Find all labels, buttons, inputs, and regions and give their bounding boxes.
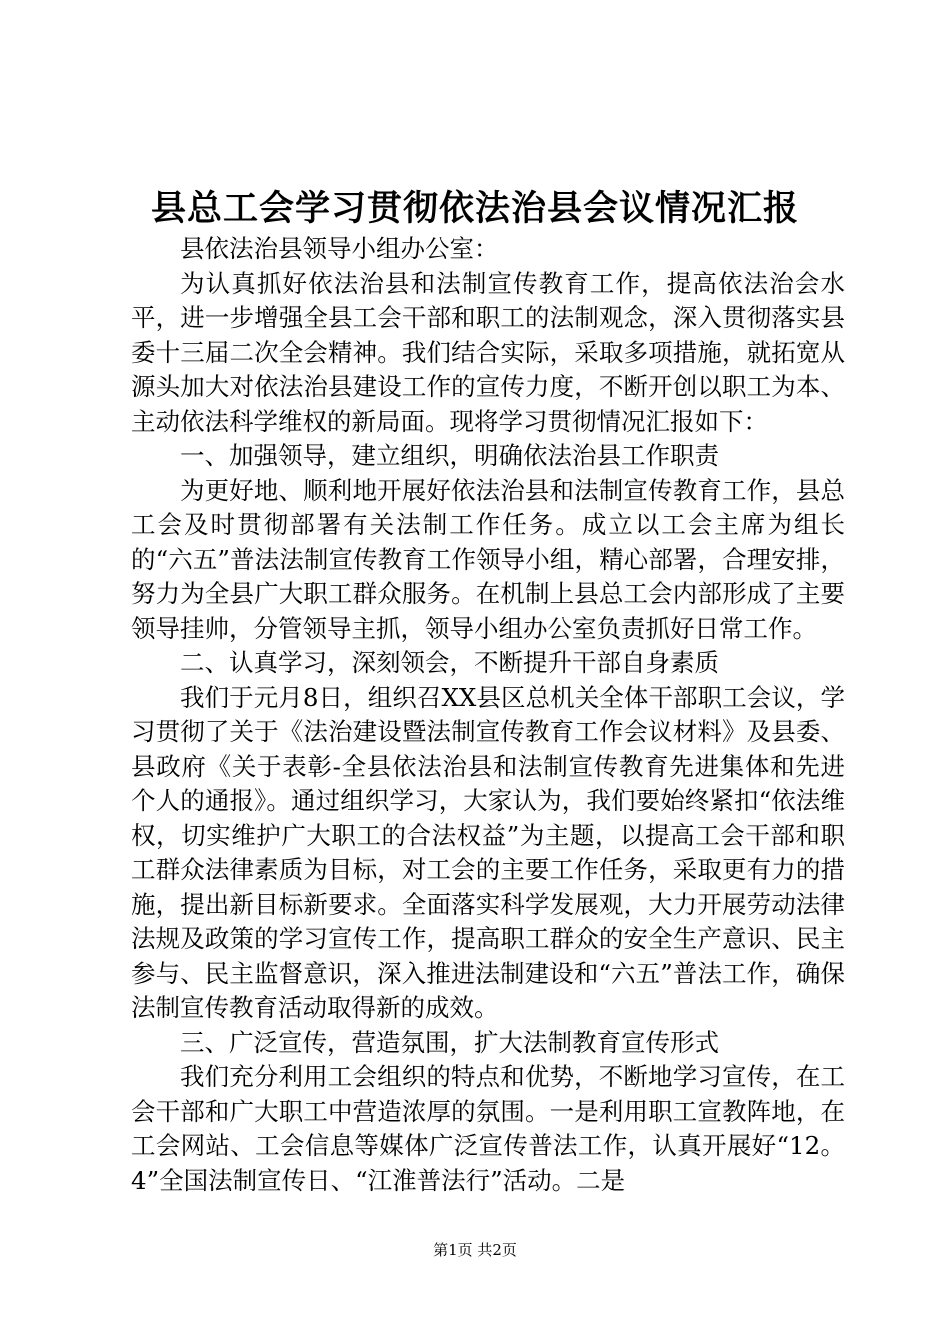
document-body [131,232,845,1198]
salutation: 县依法治县领导小组办公室： [180,234,499,263]
section-paragraph-3: 我们充分利用工会组织的特点和优势，不断地学习宣传，在工会干部和广大职工中营造浓厚的氛围。一是利用职工宣教阵地，在工会网站、工会信息等媒体广泛宣传普法工作，认真开展好“12。4”全国法制宣传日、“江淮普法行”活动。二是 [131,1062,845,1195]
section-paragraph-2: 我们于元月8日，组织召XX县区总机关全体干部职工会议，学习贯彻了关于《法治建设暨法制宣传教育工作会议材料》及县委、县政府《关于表彰-全县依法治县和法制宣传教育先进集体和先进个人的通报》。通过组织学习，大家认为，我们要始终紧扣“依法维权，切实维护广大职工的合法权益”为主题，以提高工会干部和职工群众法律素质为目标，对工会的主要工作任务，采取更有力的措施，提出新目标新要求。全面落实科学发展观，大力开展劳动法律法规及政策的学习宣传工作，提高职工群众的安全生产意识、民主参与、民主监督意识，深入推进法制建设和“六五”普法工作，确保法制宣传教育活动取得新的成效。 [131,682,845,1022]
section-heading-3: 三、广泛宣传，营造氛围，扩大法制教育宣传形式 [180,1027,719,1057]
section-heading-2: 二、认真学习，深刻领会，不断提升干部自身素质 [180,648,719,677]
intro-paragraph: 为认真抓好依法治县和法制宣传教育工作，提高依法治会水平，进一步增强全县工会干部和职工的法制观念，深入贯彻落实县委十三届二次全会精神。我们结合实际，采取多项措施，就拓宽从源头加大对依法治县建设工作的宣传力度，不断开创以职工为本、主动依法科学维权的新局面。现将学习贯彻情况汇报如下： [131,268,845,436]
page-footer: 第1页 共2页 [433,1241,517,1259]
section-paragraph-1: 为更好地、顺利地开展好依法治县和法制宣传教育工作，县总工会及时贯彻部署有关法制工作任务。成立以工会主席为组长的“六五”普法法制宣传教育工作领导小组，精心部署，合理安排，努力为全县广大职工群众服务。在机制上县总工会内部形成了主要领导挂帅，分管领导主抓，领导小组办公室负责抓好日常工作。 [131,475,845,643]
section-heading-1: 一、加强领导，建立组织，明确依法治县工作职责 [180,441,719,470]
document-title: 县总工会学习贯彻依法治县会议情况汇报 [150,188,799,229]
